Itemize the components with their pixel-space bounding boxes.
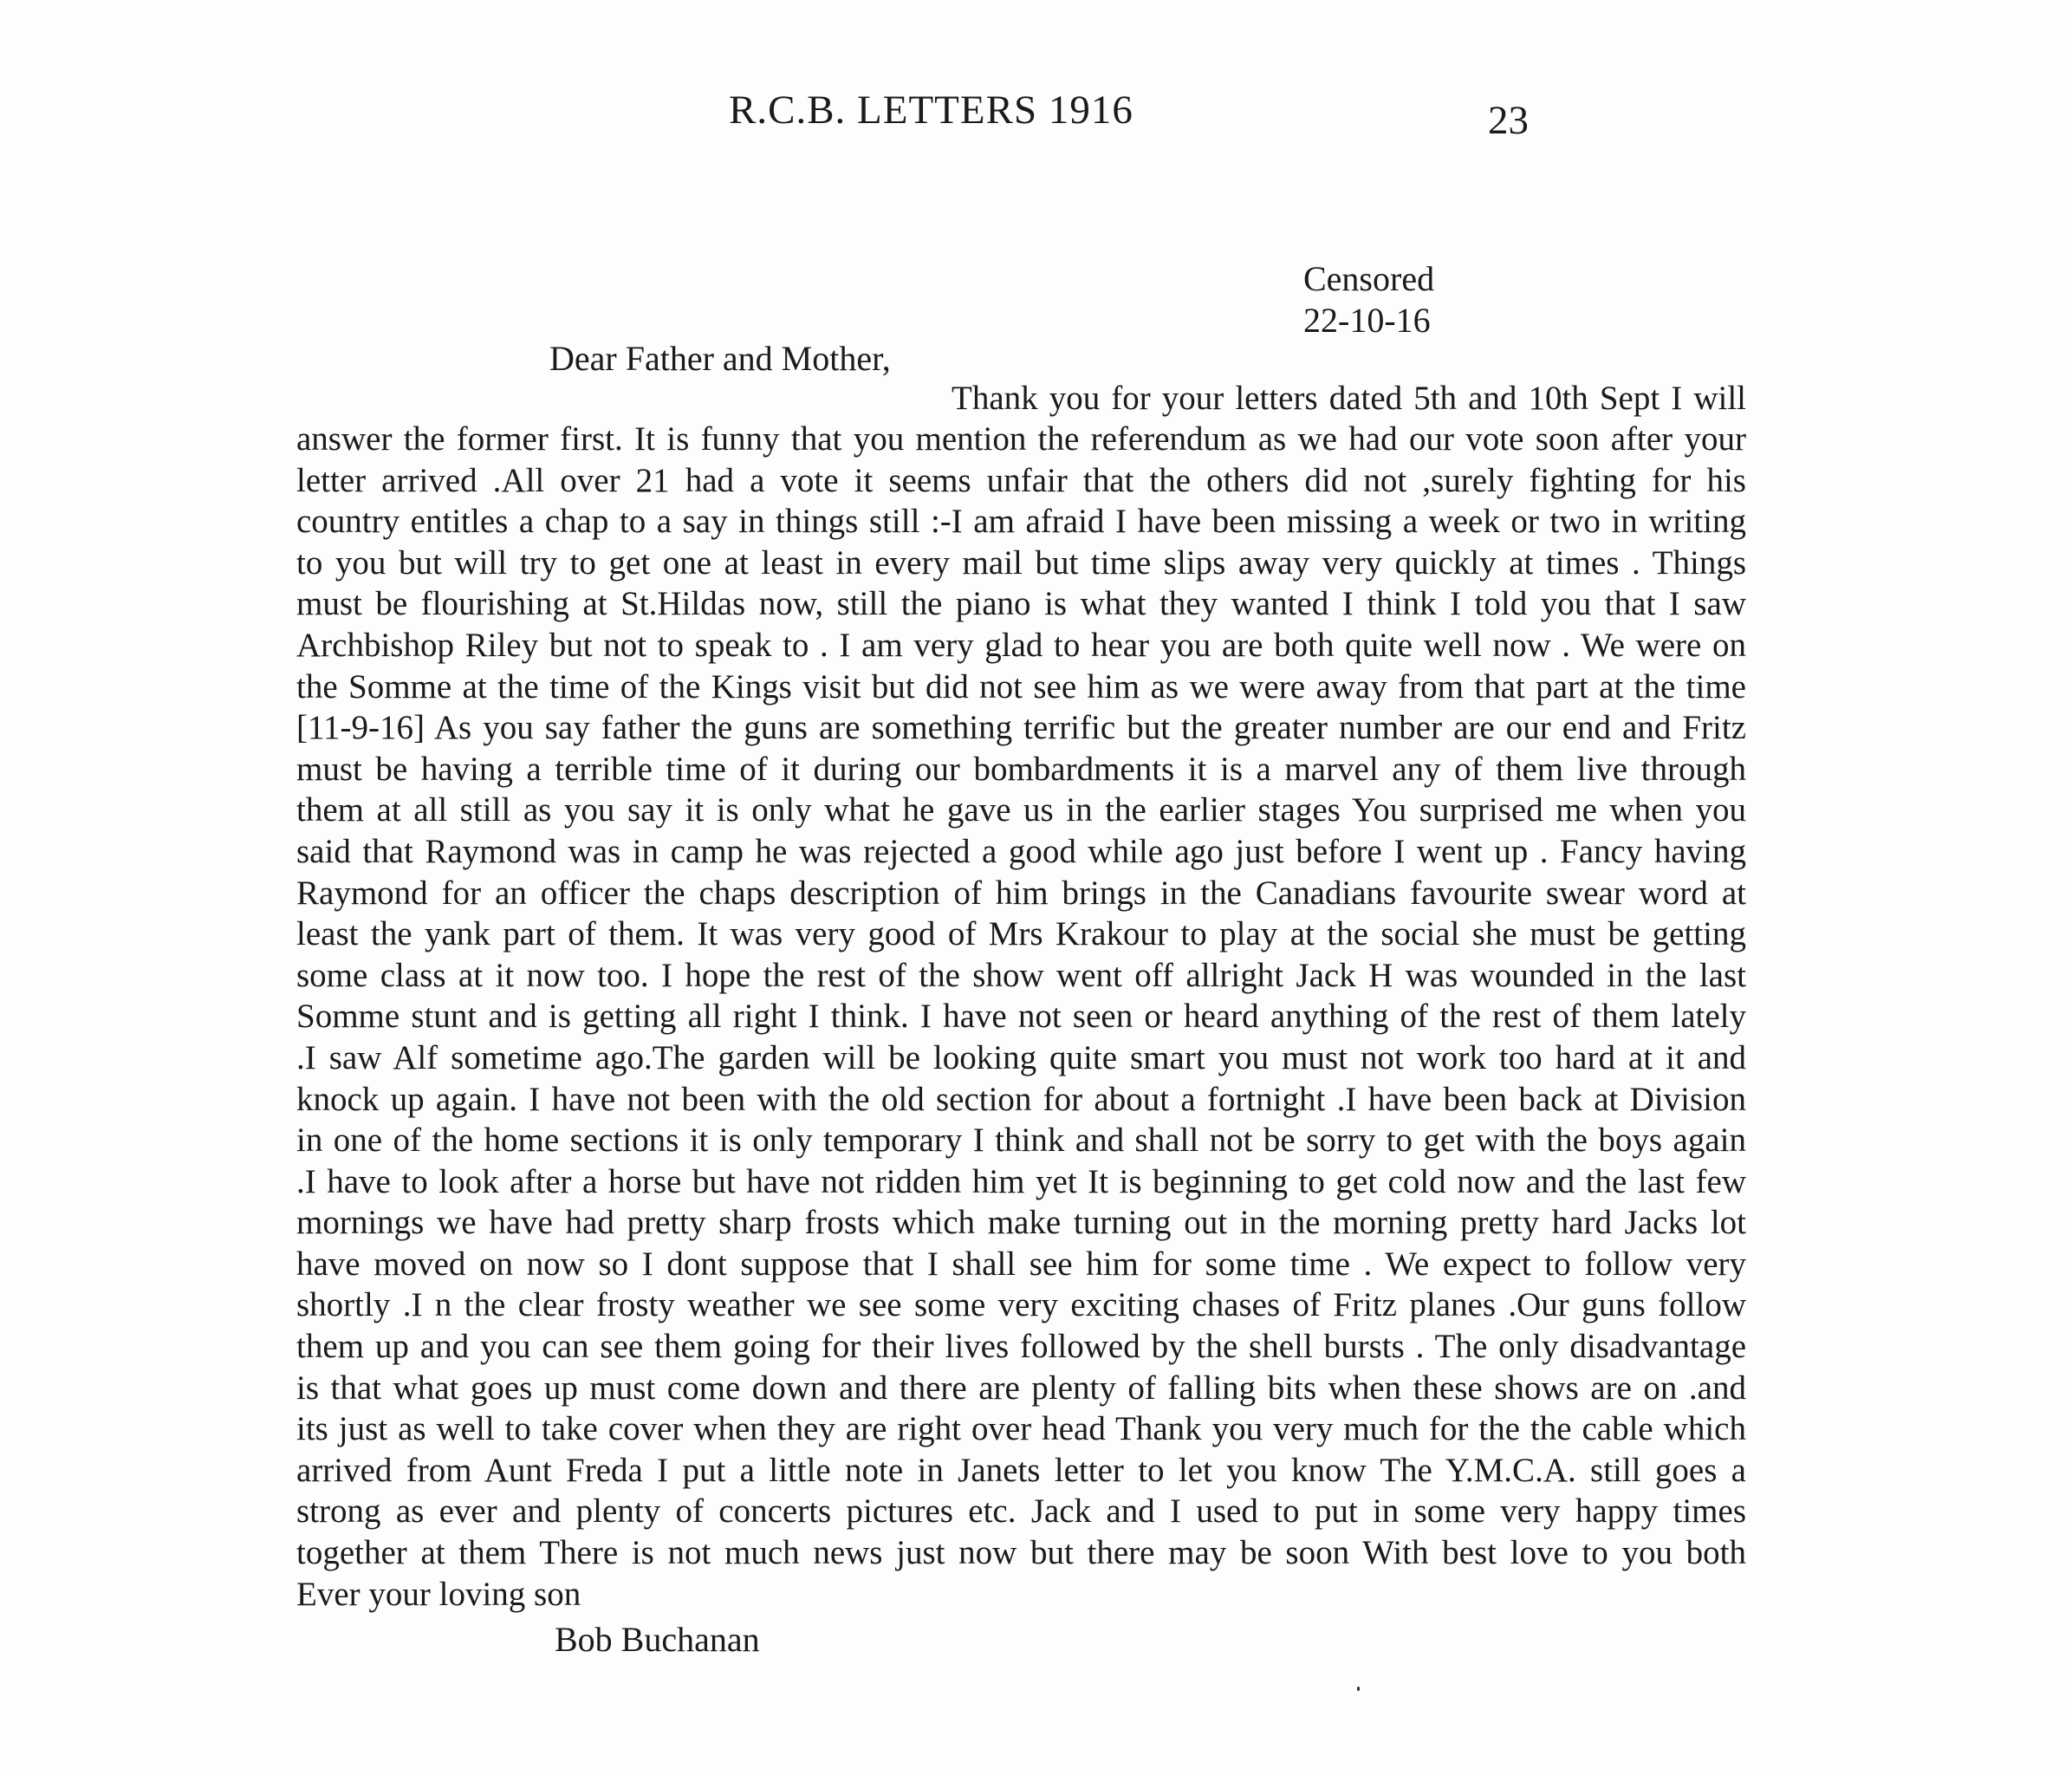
letter-line: to you but will try to get one at least in every mail but time slips away very quickly at times . Things: [296, 543, 1746, 582]
letter-line: Raymond for an officer the chaps description of him brings in the Canadians favourite swear word at: [296, 874, 1746, 912]
letter-line: shortly .I n the clear frosty weather we see some very exciting chases of Fritz planes .Our guns follow: [296, 1286, 1746, 1324]
signature: Bob Buchanan: [555, 1620, 760, 1659]
letter-line: knock up again. I have not been with the old section for about a fortnight .I have been back at Division: [296, 1080, 1746, 1118]
letter-line: its just as well to take cover when they are right over head Thank you very much for the the cable which: [296, 1410, 1746, 1448]
letter-line: Somme stunt and is getting all right I think. I have not seen or heard anything of the rest of them lately: [296, 998, 1746, 1036]
letter-line: have moved on now so I dont suppose that I shall see him for some time . We expect to follow very: [296, 1245, 1746, 1283]
censor-mark: Censored: [1303, 259, 1435, 298]
letter-line: answer the former first. It is funny that you mention the referendum as we had our vote soon after your: [296, 420, 1746, 458]
letter-line: together at them There is not much news just now but there may be soon With best love to you both: [296, 1534, 1746, 1572]
letter-line: in one of the home sections it is only temporary I think and shall not be sorry to get with the boys again: [296, 1122, 1746, 1160]
salutation: Dear Father and Mother,: [549, 339, 891, 378]
letter-line: letter arrived .All over 21 had a vote it seems unfair that the others did not ,surely fighting for his: [296, 461, 1746, 499]
letter-line: Archbishop Riley but not to speak to . I am very glad to hear you are both quite well now . We were on: [296, 626, 1746, 664]
ink-speck: [1357, 1687, 1360, 1691]
letter-first-line: Thank you for your letters dated 5th and 10th Sept I will: [952, 380, 1746, 417]
letter-line: some class at it now too. I hope the rest of the show went off allright Jack H was wounded in the last: [296, 956, 1746, 994]
letter-line: them at all still as you say it is only what he gave us in the earlier stages You surprised me when you: [296, 791, 1746, 829]
letter-line: .I saw Alf sometime ago.The garden will be looking quite smart you must not work too hard at it and: [296, 1038, 1746, 1076]
letter-line: strong as ever and plenty of concerts pictures etc. Jack and I used to put in some very happy times: [296, 1492, 1746, 1531]
letter-line: country entitles a chap to a say in things still :-I am afraid I have been missing a week or two in writing: [296, 503, 1746, 541]
page-header-title: R.C.B. LETTERS 1916: [729, 88, 1133, 133]
letter-body: [296, 419, 1746, 1615]
letter-line: them up and you can see them going for their lives followed by the shell bursts . The only disadvantage: [296, 1328, 1746, 1366]
letter-line: is that what goes up must come down and there are plenty of falling bits when these shows are on .and: [296, 1369, 1746, 1407]
letter-line: Ever your loving son: [296, 1575, 581, 1613]
letter-line: least the yank part of them. It was very good of Mrs Krakour to play at the social she must be getting: [296, 915, 1746, 953]
page-number: 23: [1488, 98, 1529, 143]
letter-date: 22-10-16: [1303, 301, 1431, 340]
letter-line: the Somme at the time of the Kings visit but did not see him as we were away from that part at the time: [296, 667, 1746, 705]
letter-line: arrived from Aunt Freda I put a little note in Janets letter to let you know The Y.M.C.A. still goes a: [296, 1451, 1746, 1489]
letter-line: .I have to look after a horse but have not ridden him yet It is beginning to get cold now and the last few: [296, 1162, 1746, 1200]
letter-line: said that Raymond was in camp he was rejected a good while ago just before I went up . Fancy having: [296, 832, 1746, 870]
letter-line: must be flourishing at St.Hildas now, still the piano is what they wanted I think I told you that I saw: [296, 585, 1746, 623]
letter-line: must be having a terrible time of it during our bombardments it is a marvel any of them live through: [296, 750, 1746, 788]
letter-line: [11-9-16] As you say father the guns are something terrific but the greater number are our end and Fritz: [296, 709, 1746, 747]
letter-line: mornings we have had pretty sharp frosts which make turning out in the morning pretty hard Jacks lot: [296, 1204, 1746, 1242]
